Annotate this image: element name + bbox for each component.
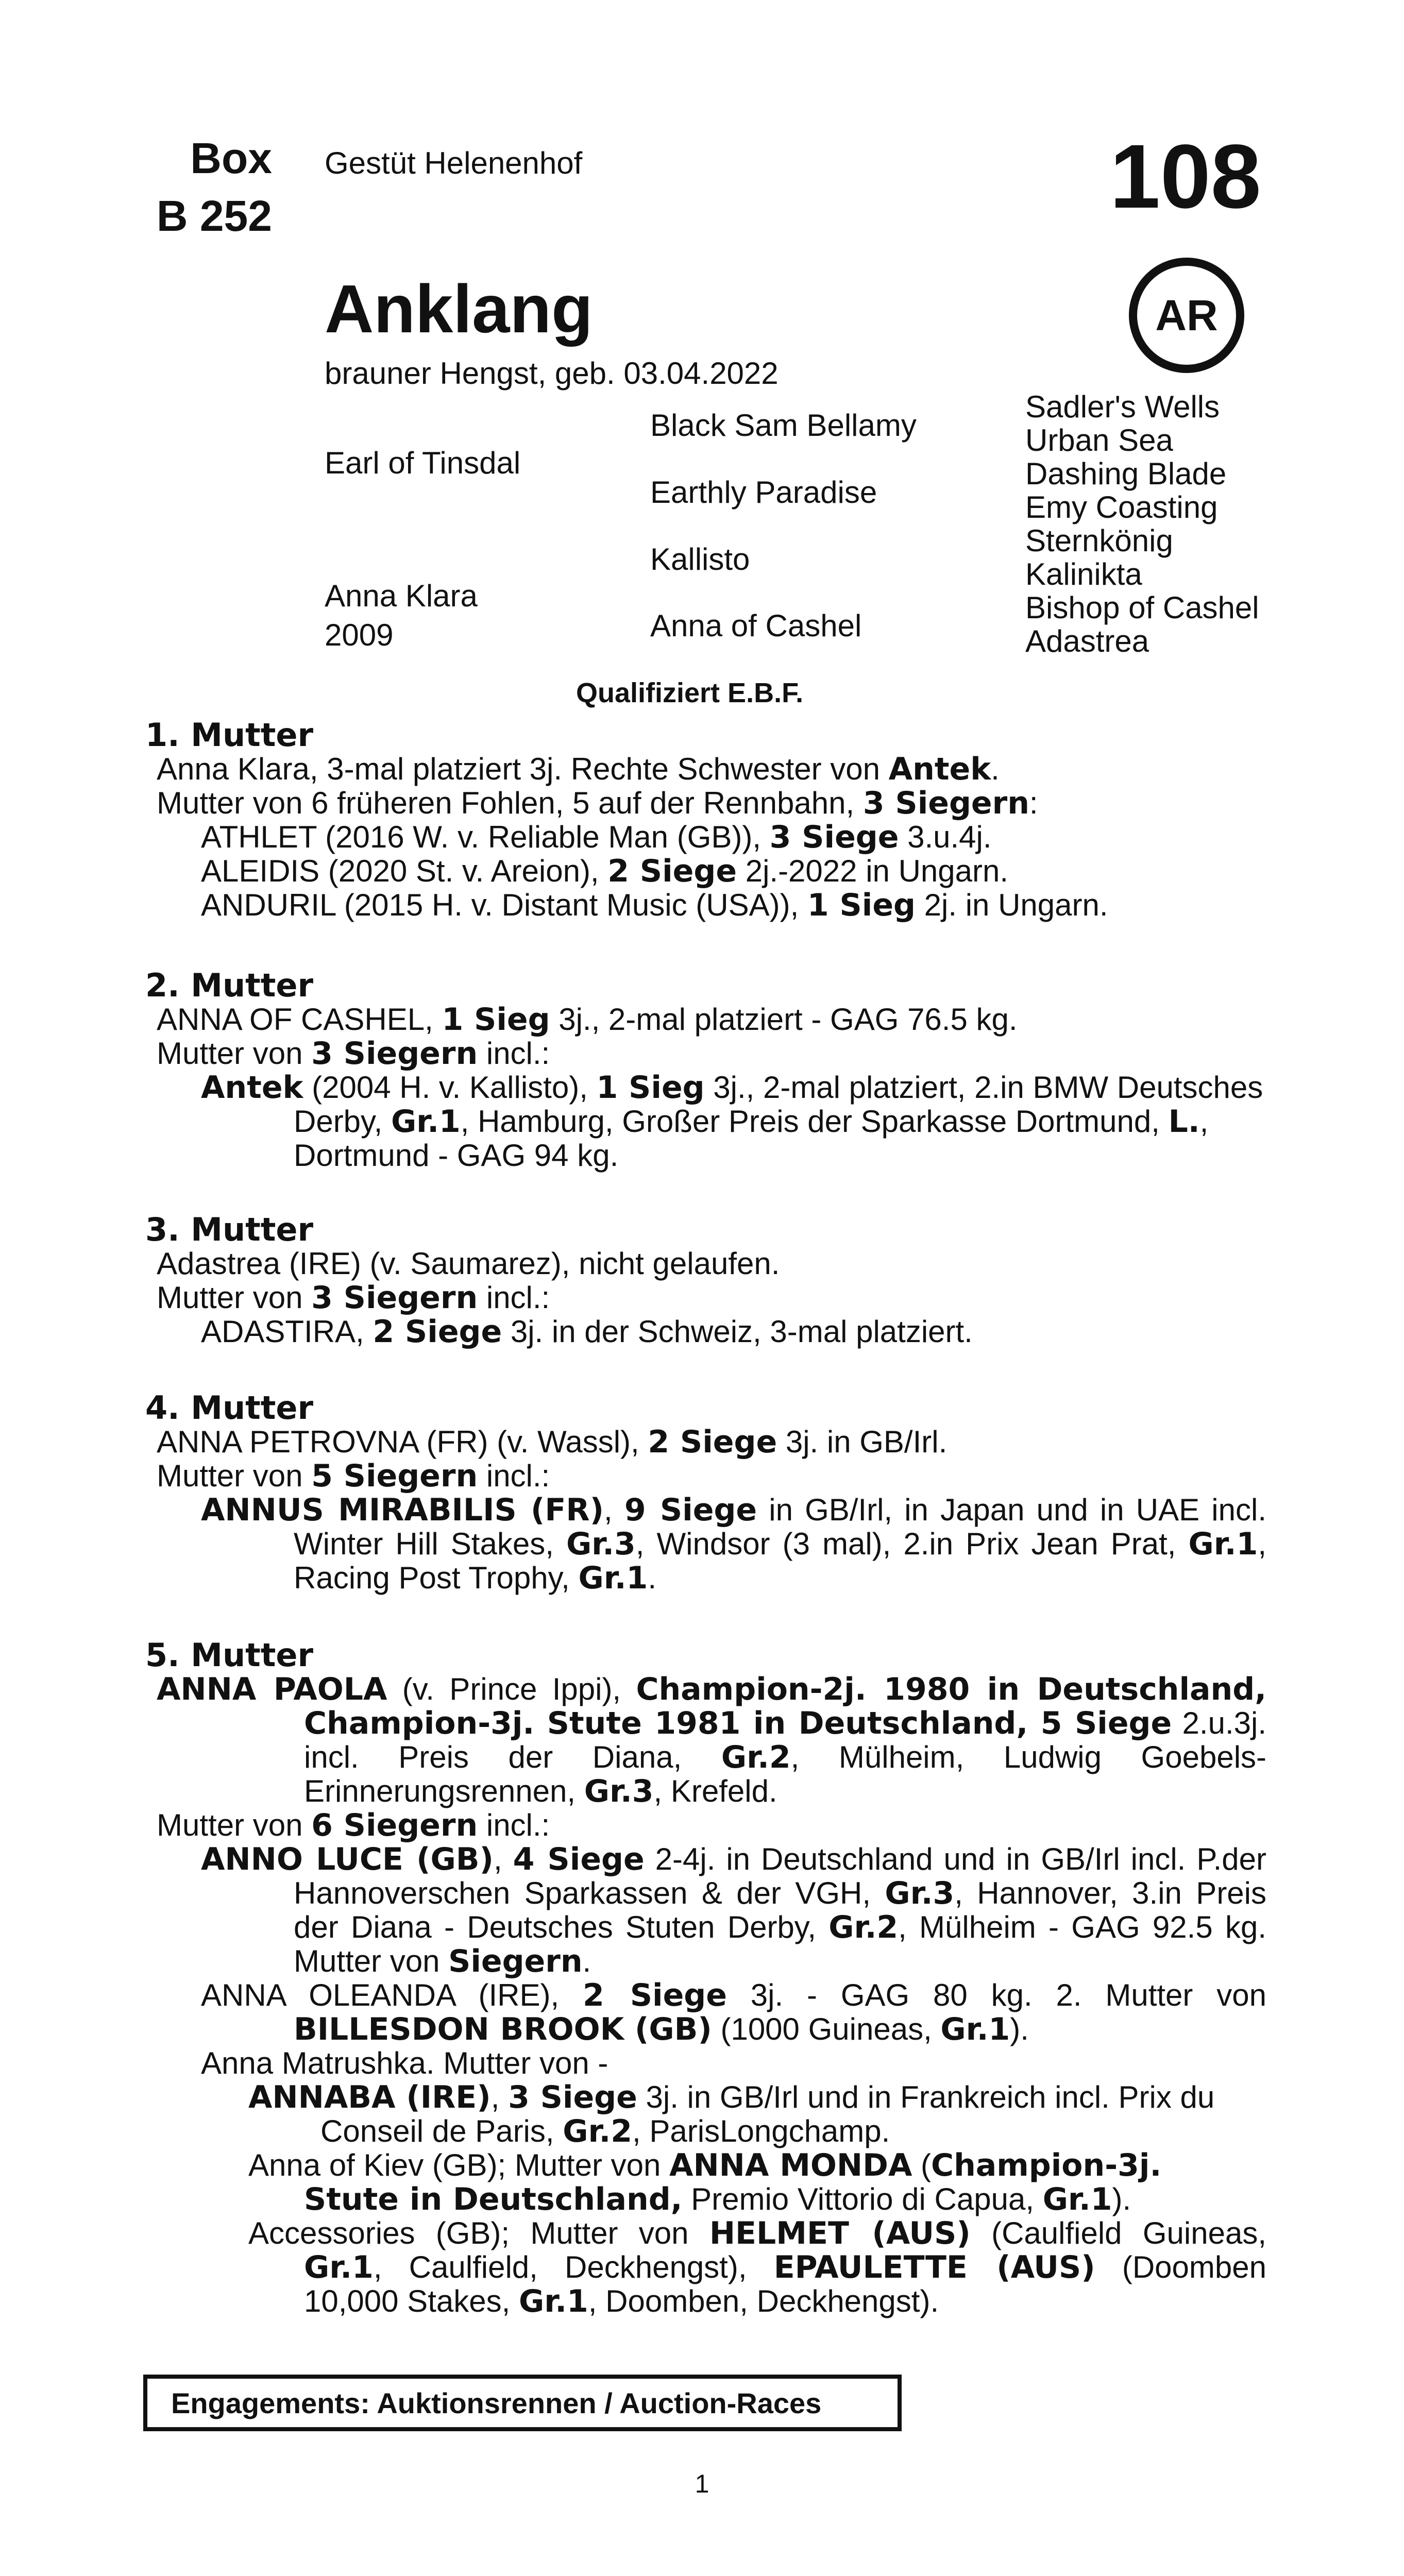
- text-run: (v. Prince Ippi),: [387, 1672, 636, 1706]
- text-run: 3.u.4j.: [899, 820, 992, 854]
- dam-entry: Adastrea (IRE) (v. Saumarez), nicht gelaufen.: [157, 1246, 780, 1281]
- section-fifth-dam: [145, 1638, 1266, 2318]
- section-heading: 1. Mutter: [145, 716, 314, 754]
- engagements-label: Engagements: Auktionsrennen / Auction-Races: [171, 2386, 822, 2419]
- horse-name: Anklang: [325, 271, 593, 347]
- dam-entry: [145, 1425, 1266, 1459]
- section-second-dam: [145, 969, 1266, 1173]
- text-run: , Caulfield, Deckhengst),: [373, 2250, 774, 2284]
- section-first-dam: [145, 718, 1266, 922]
- text-run: Mutter von: [157, 1808, 312, 1842]
- text-run: , Dortmund - GAG 94 kg.: [294, 1104, 1209, 1173]
- text-run: (Doomben 10,000 Stakes,: [304, 2250, 1266, 2318]
- bold-text: 4 Siege: [513, 1841, 645, 1877]
- pedigree-great-grandparent: Dashing Blade: [1025, 456, 1227, 491]
- bold-text: Gr.3: [566, 1526, 636, 1562]
- text-run: 3j., 2-mal platziert, 2.in BMW Deutsches Derby,: [294, 1070, 1263, 1139]
- text-run: (Caulfield Guineas,: [970, 2216, 1267, 2250]
- text-run: Mutter von 6 früheren Fohlen, 5 auf der Rennbahn,: [157, 786, 863, 820]
- section-heading: 5. Mutter: [145, 1636, 314, 1674]
- text-run: 3j. in GB/Irl und in Frankreich incl. Prix du Conseil de Paris,: [320, 2080, 1215, 2148]
- bold-text: 3 Siegern: [311, 1036, 478, 1072]
- produce-entry: [145, 1978, 1266, 2046]
- text-run: ADASTIRA,: [201, 1314, 373, 1349]
- bold-text: EPAULETTE (AUS): [773, 2249, 1095, 2285]
- produce-summary: [145, 786, 1266, 820]
- bold-text: Gr.1: [391, 1104, 461, 1140]
- text-run: incl.:: [478, 1280, 550, 1315]
- dam-entry: [145, 1003, 1266, 1037]
- text-run: ANDURIL (2015 H. v. Distant Music (USA)),: [201, 888, 807, 922]
- section-heading: 2. Mutter: [145, 967, 314, 1004]
- section-heading: 4. Mutter: [145, 1389, 314, 1427]
- text-run: , Hamburg, Großer Preis der Sparkasse Dortmund,: [460, 1104, 1169, 1139]
- pedigree-great-grandparent: Sternkönig: [1025, 523, 1173, 558]
- pedigree-great-grandparent: Bishop of Cashel: [1025, 590, 1259, 625]
- bold-text: ANNABA (IRE): [248, 2079, 491, 2115]
- produce-entry: [145, 1315, 1266, 1349]
- bold-text: Champion-3j. Stute in Deutschland,: [304, 2147, 1162, 2217]
- text-run: 2-4j. in Deutschland und in GB/Irl incl. P.der Hannoverschen Sparkassen & der VGH,: [294, 1842, 1267, 1910]
- text-run: ANNA OF CASHEL,: [157, 1002, 442, 1037]
- produce-summary: [145, 1459, 1266, 1493]
- text-run: (2004 H. v. Kallisto),: [303, 1070, 597, 1105]
- bold-text: Gr.2: [721, 1739, 791, 1775]
- text-run: ANNA PETROVNA (FR) (v. Wassl),: [157, 1425, 648, 1459]
- produce-entry: [145, 1493, 1266, 1595]
- bold-text: ANNA MONDA: [669, 2147, 912, 2183]
- produce-entry: [145, 2080, 1266, 2148]
- pedigree-dam: Anna Klara: [325, 579, 478, 613]
- pedigree-great-grandparent: Kalinikta: [1025, 557, 1142, 591]
- text-run: , Windsor (3 mal), 2.in Prix Jean Prat,: [635, 1527, 1189, 1561]
- bold-text: 3 Siege: [508, 2079, 637, 2115]
- text-run: , Mülheim - GAG 92.5 kg. Mutter von: [294, 1910, 1266, 1978]
- pedigree-grandparent: Kallisto: [650, 542, 750, 577]
- text-run: incl.:: [478, 1459, 550, 1493]
- bold-text: Gr.3: [885, 1875, 955, 1911]
- bold-text: 2 Siege: [648, 1424, 777, 1460]
- bold-text: 9 Siege: [624, 1492, 757, 1528]
- text-run: (1000 Guineas,: [712, 2012, 941, 2046]
- text-run: , Hannover, 3.in Preis der Diana - Deutsches Stuten Derby,: [294, 1876, 1266, 1944]
- bold-text: 2 Siege: [583, 1977, 727, 2013]
- dam-entry: [145, 752, 1266, 786]
- text-run: .: [648, 1561, 656, 1595]
- text-run: , ParisLongchamp.: [632, 2114, 890, 2148]
- produce-entry: [145, 2148, 1266, 2216]
- dam-entry: [145, 1672, 1266, 1808]
- text-run: Anna Klara, 3-mal platziert 3j. Rechte Schwester von: [157, 752, 889, 786]
- breeder: Gestüt Helenenhof: [325, 146, 583, 180]
- produce-entry: [145, 888, 1266, 922]
- text-run: Accessories (GB); Mutter von: [248, 2216, 709, 2250]
- page-number: 1: [695, 2469, 709, 2498]
- text-run: (: [912, 2148, 932, 2182]
- bold-text: 1 Sieg: [596, 1070, 705, 1106]
- text-run: incl.:: [478, 1808, 550, 1842]
- bold-text: 3 Siege: [769, 819, 899, 855]
- text-run: incl.:: [478, 1036, 550, 1071]
- bold-text: BILLESDON BROOK (GB): [294, 2011, 712, 2047]
- bold-text: Champion-2j. 1980 in Deutschland, Champion-3j. Stute 1981 in Deutschland, 5 Siege: [304, 1671, 1266, 1741]
- bold-text: Gr.1: [1042, 2181, 1112, 2217]
- qualification: Qualifiziert E.B.F.: [576, 677, 804, 708]
- text-run: ).: [1112, 2182, 1131, 2216]
- bold-text: Gr.1: [518, 2283, 588, 2319]
- text-run: 3j. in der Schweiz, 3-mal platziert.: [502, 1314, 973, 1349]
- produce-entry: Anna Matrushka. Mutter von -: [201, 2046, 608, 2080]
- bold-text: 2 Siege: [607, 853, 737, 889]
- ar-badge-label: AR: [1155, 291, 1218, 340]
- bold-text: 3 Siegern: [311, 1280, 478, 1316]
- text-run: , Racing Post Trophy,: [294, 1527, 1266, 1595]
- text-run: ALEIDIS (2020 St. v. Areion),: [201, 854, 608, 888]
- bold-text: HELMET (AUS): [709, 2215, 971, 2251]
- bold-text: Gr.3: [584, 1773, 654, 1809]
- bold-text: 6 Siegern: [311, 1807, 478, 1843]
- pedigree-grandparent: Anna of Cashel: [650, 608, 862, 643]
- bold-text: Antek: [201, 1070, 303, 1106]
- text-run: ANNA OLEANDA (IRE),: [201, 1978, 583, 2012]
- section-third-dam: [145, 1213, 1266, 1349]
- bold-text: ANNA PAOLA: [157, 1671, 387, 1707]
- text-run: Mutter von: [157, 1280, 312, 1315]
- ar-badge: [1129, 258, 1244, 373]
- text-run: ).: [1010, 2012, 1029, 2046]
- lot-number: 108: [1110, 126, 1261, 227]
- text-run: ,: [490, 2080, 509, 2114]
- text-run: ,: [493, 1842, 513, 1876]
- bold-text: 1 Sieg: [442, 1002, 550, 1038]
- produce-entry: [145, 1842, 1266, 1978]
- bold-text: 3 Siegern: [862, 785, 1029, 821]
- engagements-box: [143, 2375, 902, 2431]
- text-run: Mutter von: [157, 1459, 312, 1493]
- produce-entry: [145, 854, 1266, 888]
- text-run: ATHLET (2016 W. v. Reliable Man (GB)),: [201, 820, 770, 854]
- bold-text: Antek: [888, 751, 991, 787]
- produce-entry: [145, 820, 1266, 854]
- text-run: , Krefeld.: [653, 1774, 777, 1808]
- text-run: ,: [604, 1493, 624, 1527]
- text-run: 2.u.3j. incl. Preis der Diana,: [304, 1706, 1266, 1774]
- box-label: Box: [190, 134, 272, 182]
- bold-text: 2 Siege: [373, 1314, 502, 1350]
- pedigree-great-grandparent: Urban Sea: [1025, 423, 1173, 457]
- text-run: 3j. in GB/Irl.: [777, 1425, 948, 1459]
- pedigree-dam-year: 2009: [325, 618, 394, 652]
- box-number: B 252: [156, 192, 272, 240]
- section-heading: 3. Mutter: [145, 1211, 314, 1248]
- bold-text: Gr.1: [1188, 1526, 1258, 1562]
- text-run: 2j. in Ungarn.: [915, 888, 1108, 922]
- produce-entry: [145, 2216, 1266, 2318]
- bold-text: 5 Siegern: [311, 1458, 478, 1494]
- bold-text: Gr.2: [828, 1909, 899, 1945]
- text-run: .: [991, 752, 1000, 786]
- bold-text: Gr.1: [304, 2249, 374, 2285]
- text-run: .: [582, 1944, 591, 1978]
- pedigree-sire: Earl of Tinsdal: [325, 446, 521, 480]
- text-run: in GB/Irl, in Japan und in UAE incl. Winter Hill Stakes,: [294, 1493, 1266, 1561]
- pedigree-great-grandparent: Sadler's Wells: [1025, 389, 1220, 424]
- bold-text: 1 Sieg: [807, 887, 916, 923]
- bold-text: ANNO LUCE (GB): [201, 1841, 494, 1877]
- produce-summary: [145, 1808, 1266, 1842]
- bold-text: ANNUS MIRABILIS (FR): [201, 1492, 604, 1528]
- text-run: 2j.-2022 in Ungarn.: [737, 854, 1009, 888]
- pedigree-great-grandparent: Adastrea: [1025, 624, 1149, 658]
- produce-summary: [145, 1037, 1266, 1071]
- produce-entry: [145, 1071, 1266, 1173]
- pedigree-grandparent: Earthly Paradise: [650, 475, 877, 510]
- bold-text: Gr.1: [940, 2011, 1010, 2047]
- pedigree-great-grandparent: Emy Coasting: [1025, 490, 1218, 524]
- bold-text: L.: [1168, 1104, 1200, 1140]
- text-run: Premio Vittorio di Capua,: [682, 2182, 1043, 2216]
- text-run: Mutter von: [157, 1036, 312, 1071]
- horse-description: brauner Hengst, geb. 03.04.2022: [325, 356, 779, 391]
- text-run: Anna of Kiev (GB); Mutter von: [248, 2148, 670, 2182]
- text-run: 3j. - GAG 80 kg. 2. Mutter von: [726, 1978, 1266, 2012]
- bold-text: Gr.1: [578, 1560, 648, 1596]
- section-fourth-dam: [145, 1391, 1266, 1595]
- text-run: , Mülheim, Ludwig Goebels-Erinnerungsrennen,: [304, 1740, 1267, 1808]
- text-run: :: [1029, 786, 1038, 820]
- bold-text: Gr.2: [563, 2113, 633, 2149]
- pedigree-grandparent: Black Sam Bellamy: [650, 408, 917, 443]
- text-run: , Doomben, Deckhengst).: [588, 2284, 939, 2318]
- bold-text: Siegern: [448, 1943, 583, 1979]
- text-run: 3j., 2-mal platziert - GAG 76.5 kg.: [550, 1002, 1018, 1037]
- produce-summary: [145, 1281, 1266, 1315]
